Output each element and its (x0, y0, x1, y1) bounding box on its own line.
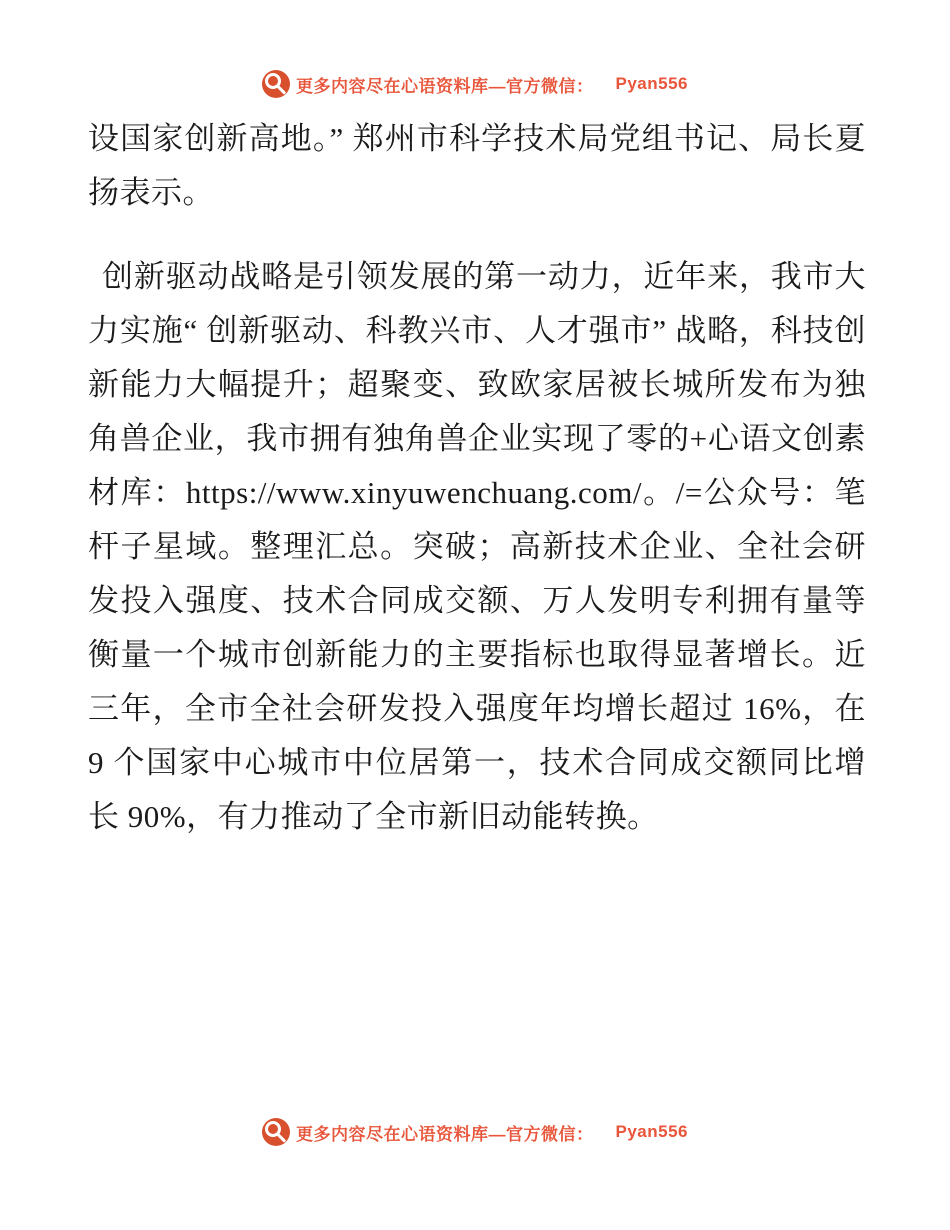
magnifier-logo-icon (262, 70, 290, 98)
document-body (88, 112, 866, 844)
watermark-top-handle: Pyan556 (615, 74, 688, 93)
paragraph-2: 创新驱动战略是引领发展的第一动力，近年来，我市大力实施“ 创新驱动、科教兴市、人才强市” 战略，科技创新能力大幅提升；超聚变、致欧家居被长城所发布为独角兽企业，我市拥有独角兽企业实现了零的+心语文创素材库：https://www.xinyuwenchuang.com/。/=公众号：笔杆子星域。整理汇总。突破；高新技术企业、全社会研发投入强度、技术合同成交额、万人发明专利拥有量等衡量一个城市创新能力的主要指标也取得显著增长。近三年，全市全社会研发投入强度年均增长超过 16%，在 9 个国家中心城市中位居第一，技术合同成交额同比增长 90%，有力推动了全市新旧动能转换。 (88, 259, 866, 834)
watermark-bottom-text: 更多内容尽在心语资料库—官方微信： (296, 1124, 594, 1144)
paragraph-1: 设国家创新高地。” 郑州市科学技术局党组书记、局长夏扬表示。 (88, 121, 866, 210)
watermark-bottom-handle: Pyan556 (615, 1122, 688, 1141)
watermark-top (0, 70, 950, 98)
watermark-top-text: 更多内容尽在心语资料库—官方微信： (296, 76, 594, 96)
magnifier-logo-icon (262, 1118, 290, 1146)
watermark-bottom (0, 1118, 950, 1146)
